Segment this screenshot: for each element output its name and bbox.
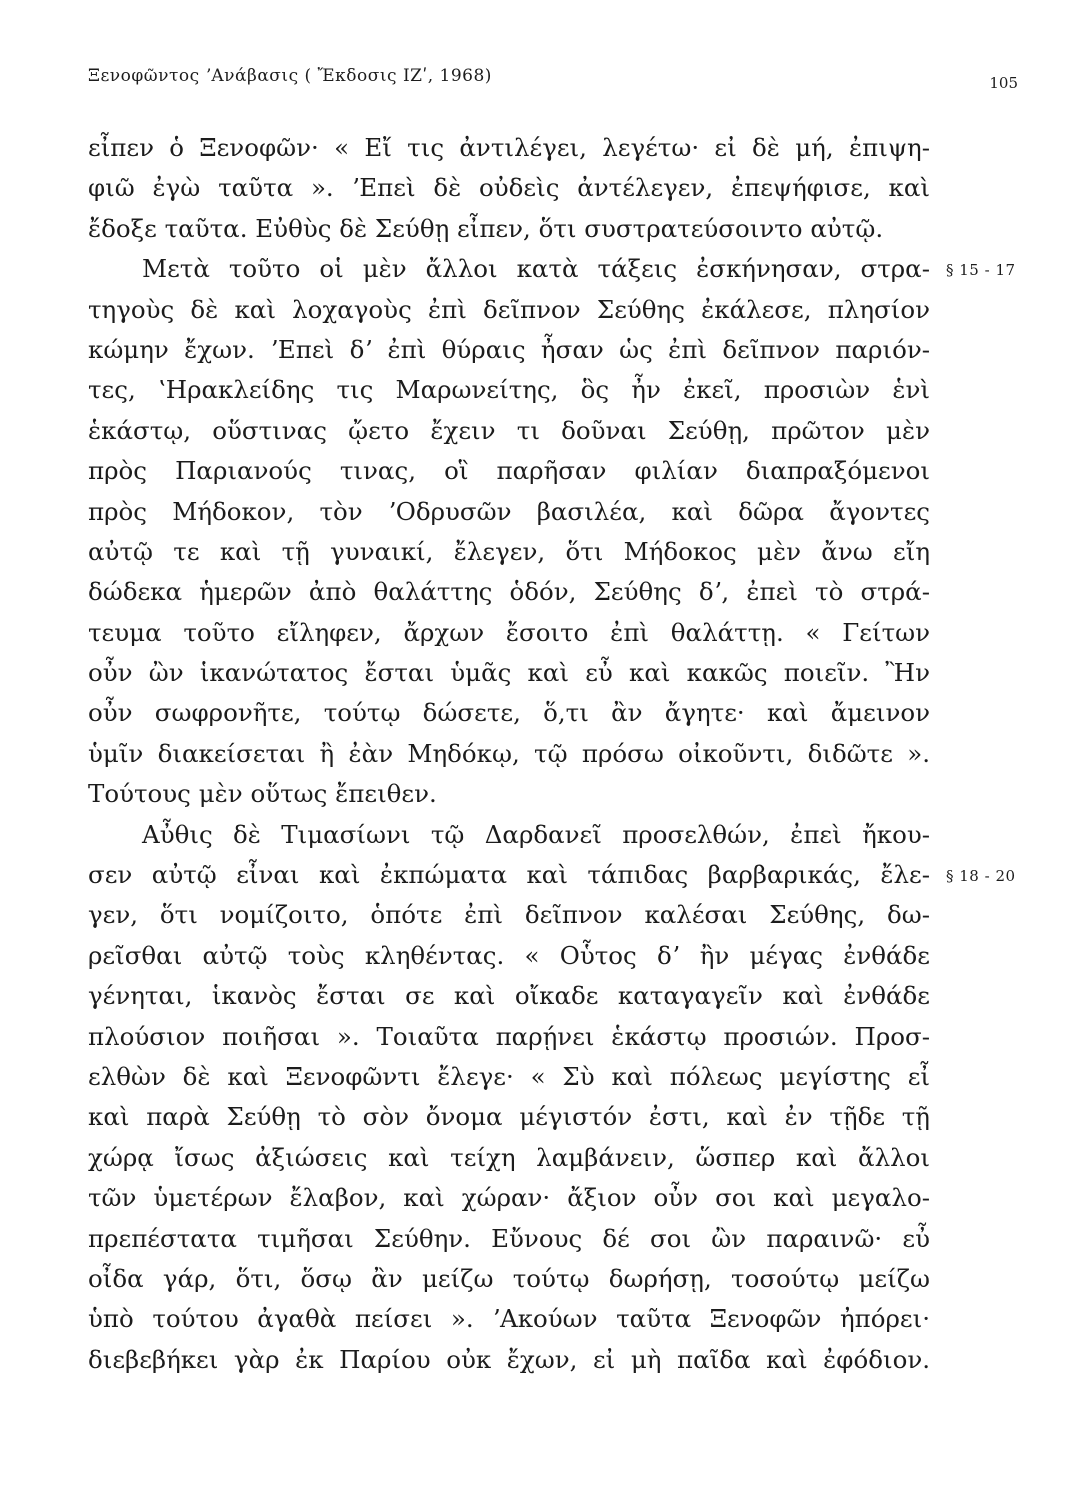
text-line: πρὸς Παριανούς τινας, οἳ παρῆσαν φιλίαν διαπραξόμενοι [88, 456, 930, 486]
text-line: πρεπέστατα τιμῆσαι Σεύθην. Εὔνους δέ σοι ὢν παραινῶ· εὖ [88, 1223, 930, 1253]
text-line: εἶπεν ὁ Ξενοφῶν· « Εἴ τις ἀντιλέγει, λεγέτω· εἰ δὲ μή, ἐπιψη- [88, 133, 930, 162]
body-text [88, 128, 930, 1380]
text-line: ἔδοξε ταῦτα. Εὐθὺς δὲ Σεύθῃ εἶπεν, ὅτι συστρατεύσοιντο αὐτῷ. [88, 213, 884, 243]
text-line: Μετὰ τοῦτο οἱ μὲν ἄλλοι κατὰ τάξεις ἐσκήνησαν, στρα- [142, 254, 930, 284]
text-line: πρὸς Μήδοκον, τὸν ʼΟδρυσῶν βασιλέα, καὶ δῶρα ἄγοντες [88, 496, 930, 526]
text-line: πλούσιον ποιῆσαι ». Τοιαῦτα παρῄνει ἑκάστῳ προσιών. Προσ- [88, 1021, 930, 1051]
text-line: τηγοὺς δὲ καὶ λοχαγοὺς ἐπὶ δεῖπνον Σεύθης ἐκάλεσε, πλησίον [88, 294, 930, 324]
text-line: οὖν ὢν ἱκανώτατος ἔσται ὑμᾶς καὶ εὖ καὶ κακῶς ποιεῖν. Ἢν [88, 658, 930, 688]
text-line: κώμην ἔχων. ʼΕπεὶ δʼ ἐπὶ θύραις ἦσαν ὡς ἐπὶ δεῖπνον παριόν- [88, 334, 930, 364]
text-line: διεβεβήκει γὰρ ἐκ Παρίου οὐκ ἔχων, εἰ μὴ παῖδα καὶ ἐφόδιον. [88, 1344, 930, 1374]
text-line: ὑμῖν διακείσεται ἢ ἐὰν Μηδόκῳ, τῷ πρόσω οἰκοῦντι, διδῶτε ». [88, 738, 930, 768]
text-line: φιῶ ἐγὼ ταῦτα ». ʼΕπεὶ δὲ οὐδεὶς ἀντέλεγεν, ἐπεψήφισε, καὶ [88, 173, 930, 203]
text-line: αὐτῷ τε καὶ τῇ γυναικί, ἔλεγεν, ὅτι Μήδοκος μὲν ἄνω εἴη [88, 536, 930, 566]
text-line: οἶδα γάρ, ὅτι, ὅσῳ ἂν μείζω τούτῳ δωρήσῃ, τοσούτῳ μείζω [88, 1263, 930, 1293]
text-line: σεν αὐτῷ εἶναι καὶ ἐκπώματα καὶ τάπιδας βαρβαρικάς, ἔλε- [88, 860, 930, 890]
text-line: τῶν ὑμετέρων ἔλαβον, καὶ χώραν· ἄξιον οὖν σοι καὶ μεγαλο- [88, 1183, 930, 1213]
text-line: τευμα τοῦτο εἴληφεν, ἄρχων ἔσοιτο ἐπὶ θαλάττῃ. « Γείτων [88, 617, 930, 647]
text-line: καὶ παρὰ Σεύθῃ τὸ σὸν ὄνομα μέγιστόν ἐστι, καὶ ἐν τῇδε τῇ [88, 1102, 930, 1132]
text-line: ρεῖσθαι αὐτῷ τοὺς κληθέντας. « Οὗτος δʼ ἢν μέγας ἐνθάδε [88, 940, 930, 970]
text-line: τες, ʽΗρακλείδης τις Μαρωνείτης, ὃς ἦν ἐκεῖ, προσιὼν ἑνὶ [88, 375, 930, 405]
text-line: ἑκάστῳ, οὕστινας ᾤετο ἔχειν τι δοῦναι Σεύθῃ, πρῶτον μὲν [88, 415, 930, 445]
text-line: ελθὼν δὲ καὶ Ξενοφῶντι ἔλεγε· « Σὺ καὶ πόλεως μεγίστης εἶ [88, 1061, 930, 1091]
running-header [88, 66, 1018, 96]
section-marker: § 15 - 17 [946, 261, 1016, 280]
text-line: Τούτους μὲν οὕτως ἔπειθεν. [88, 779, 437, 809]
page-number: 105 [989, 74, 1018, 92]
header-title: Ξενοφῶντος ʼΑνάβασις ( Ἔκδοσις ΙΖʹ, 1968) [88, 66, 492, 86]
text-line: χώρᾳ ἴσως ἀξιώσεις καὶ τείχη λαμβάνειν, ὥσπερ καὶ ἄλλοι [88, 1142, 930, 1172]
section-marker: § 18 - 20 [946, 867, 1016, 886]
text-line: ὑπὸ τούτου ἀγαθὰ πείσει ». ʼΑκούων ταῦτα Ξενοφῶν ἠπόρει· [88, 1304, 930, 1334]
text-line: οὖν σωφρονῆτε, τούτῳ δώσετε, ὅ,τι ἂν ἄγητε· καὶ ἄμεινον [88, 698, 930, 728]
text-line: γεν, ὅτι νομίζοιτο, ὁπότε ἐπὶ δεῖπνον καλέσαι Σεύθης, δω- [88, 900, 930, 930]
text-line: Αὖθις δὲ Τιμασίωνι τῷ Δαρδανεῖ προσελθών, ἐπεὶ ἤκου- [142, 819, 930, 849]
text-line: γένηται, ἱκανὸς ἔσται σε καὶ οἴκαδε καταγαγεῖν καὶ ἐνθάδε [88, 981, 930, 1011]
text-line: δώδεκα ἡμερῶν ἀπὸ θαλάττης ὁδόν, Σεύθης δʼ, ἐπεὶ τὸ στρά- [88, 577, 930, 607]
